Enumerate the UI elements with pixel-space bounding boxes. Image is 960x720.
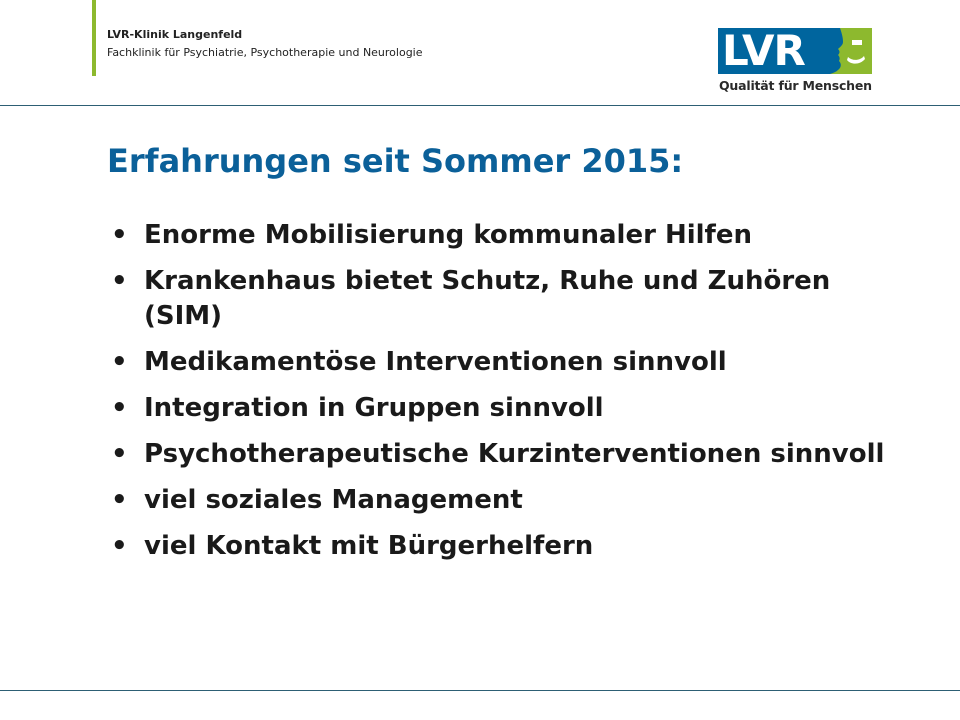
list-item-text: Psychotherapeutische Kurzinterventionen sinnvoll	[144, 439, 885, 469]
list-item	[107, 391, 907, 426]
list-item-text: viel soziales Management	[144, 485, 523, 515]
bullet-icon: •	[111, 347, 128, 377]
list-item	[107, 483, 907, 518]
organization-name: LVR-Klinik Langenfeld	[107, 28, 243, 41]
top-divider	[0, 105, 960, 106]
list-item-text: Integration in Gruppen sinnvoll	[144, 393, 604, 423]
bullet-icon: •	[111, 393, 128, 423]
list-item-text: Enorme Mobilisierung kommunaler Hilfen	[144, 220, 753, 250]
logo-wordmark: LVR	[722, 26, 805, 75]
organization-subtitle: Fachklinik für Psychiatrie, Psychotherapie und Neurologie	[107, 46, 423, 59]
list-item	[107, 345, 907, 380]
list-item	[107, 437, 907, 472]
logo-face-icon	[830, 28, 872, 74]
bullet-icon: •	[111, 485, 128, 515]
list-item-text: Medikamentöse Interventionen sinnvoll	[144, 347, 727, 377]
bottom-divider	[0, 690, 960, 691]
slide-title: Erfahrungen seit Sommer 2015:	[107, 142, 684, 180]
list-item-text: viel Kontakt mit Bürgerhelfern	[144, 531, 594, 561]
logo-tagline: Qualität für Menschen	[719, 78, 872, 93]
bullet-icon: •	[111, 531, 128, 561]
lvr-logo	[718, 28, 874, 94]
organization-block	[107, 26, 437, 62]
header-accent-bar	[92, 0, 96, 76]
list-item	[107, 218, 907, 253]
bullet-icon: •	[111, 220, 128, 250]
bullet-icon: •	[111, 439, 128, 469]
list-item	[107, 264, 907, 334]
bullet-list	[107, 218, 907, 575]
logo-box	[718, 28, 872, 74]
bullet-icon: •	[111, 266, 128, 296]
list-item	[107, 529, 907, 564]
list-item-text: Krankenhaus bietet Schutz, Ruhe und Zuhören (SIM)	[144, 266, 831, 331]
